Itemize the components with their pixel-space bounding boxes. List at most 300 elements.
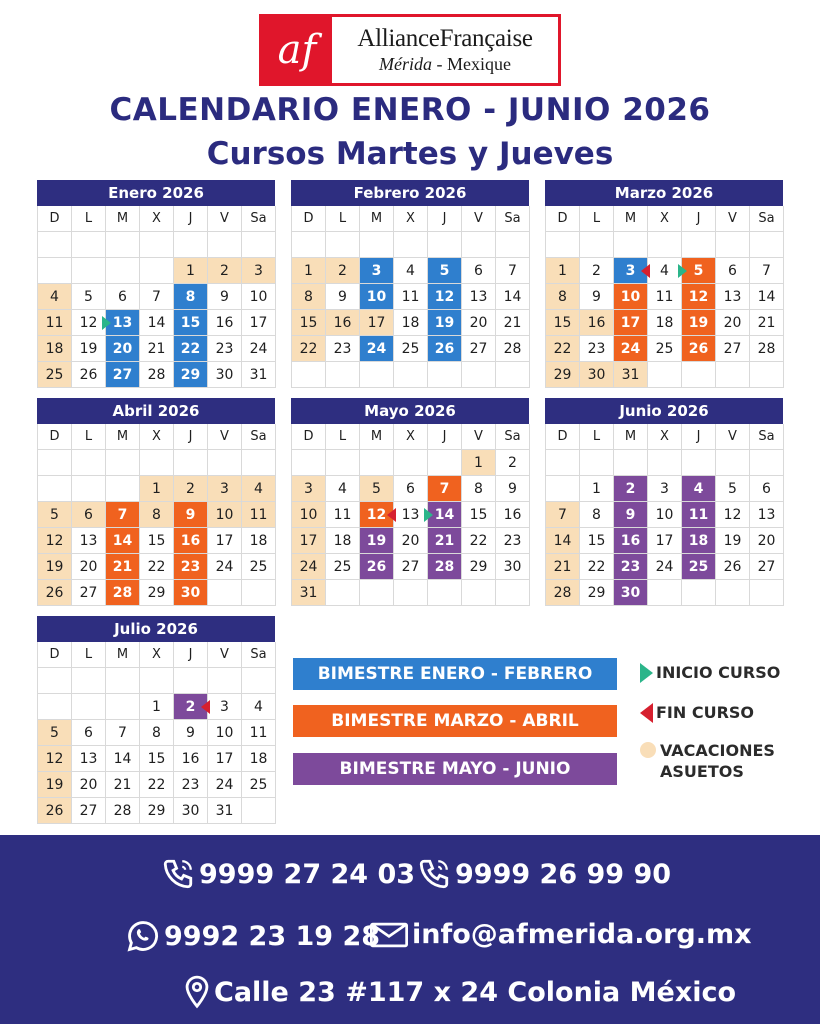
month-title: Julio 2026: [37, 616, 275, 642]
day-cell: 29: [140, 580, 174, 606]
day-cell: 16: [174, 746, 208, 772]
month-grid: [291, 424, 529, 606]
weekday-header: Sa: [750, 206, 784, 232]
weekday-header: J: [428, 424, 462, 450]
day-cell: 16: [208, 310, 242, 336]
day-cell: 1: [174, 258, 208, 284]
legend-fin-label: FIN CURSO: [656, 703, 755, 722]
day-cell: 13: [750, 502, 784, 528]
empty-day-cell: [394, 450, 428, 476]
legend-vacaciones-label: [660, 740, 775, 782]
street-address: Calle 23 #117 x 24 Colonia México: [214, 976, 737, 1008]
weekday-header: M: [360, 206, 394, 232]
empty-day-cell: [38, 450, 72, 476]
day-cell: 16: [496, 502, 530, 528]
day-cell: 9: [496, 476, 530, 502]
weekday-header: M: [106, 206, 140, 232]
legend-vacaciones-line1: VACACIONES: [660, 741, 775, 760]
day-cell: 11: [38, 310, 72, 336]
empty-day-cell: [72, 668, 106, 694]
empty-day-cell: [208, 450, 242, 476]
day-cell: 3: [208, 476, 242, 502]
empty-day-cell: [38, 258, 72, 284]
empty-day-cell: [496, 232, 530, 258]
day-cell: 22: [140, 772, 174, 798]
day-cell: 9: [174, 720, 208, 746]
day-cell: 24: [242, 336, 276, 362]
day-cell: 4: [242, 476, 276, 502]
day-cell: 1: [462, 450, 496, 476]
empty-day-cell: [496, 580, 530, 606]
day-cell: 3: [208, 694, 242, 720]
day-cell: 29: [140, 798, 174, 824]
weekday-header: V: [716, 206, 750, 232]
day-cell: 19: [360, 528, 394, 554]
day-cell: 20: [72, 772, 106, 798]
empty-day-cell: [72, 694, 106, 720]
day-cell: 3: [614, 258, 648, 284]
day-cell: 30: [496, 554, 530, 580]
day-cell: 31: [614, 362, 648, 388]
day-cell: 2: [174, 476, 208, 502]
day-cell: 30: [174, 798, 208, 824]
day-cell: 25: [326, 554, 360, 580]
empty-day-cell: [326, 362, 360, 388]
end-triangle-icon: [640, 703, 653, 723]
day-cell: 12: [72, 310, 106, 336]
day-cell: 25: [242, 772, 276, 798]
weekday-header: J: [682, 424, 716, 450]
day-cell: 1: [580, 476, 614, 502]
day-cell: 15: [140, 528, 174, 554]
weekday-header: D: [546, 206, 580, 232]
day-cell: 16: [326, 310, 360, 336]
legend-bimestre-mayo-junio: BIMESTRE MAYO - JUNIO: [293, 753, 617, 785]
day-cell: 13: [394, 502, 428, 528]
day-cell: 18: [648, 310, 682, 336]
day-cell: 10: [614, 284, 648, 310]
day-cell: 25: [242, 554, 276, 580]
day-cell: 2: [496, 450, 530, 476]
day-cell: 30: [174, 580, 208, 606]
weekday-header: M: [614, 206, 648, 232]
day-cell: 7: [106, 720, 140, 746]
day-cell: 29: [174, 362, 208, 388]
day-cell: 28: [496, 336, 530, 362]
empty-day-cell: [72, 450, 106, 476]
weekday-header: L: [326, 424, 360, 450]
day-cell: 31: [292, 580, 326, 606]
day-cell: 29: [546, 362, 580, 388]
empty-day-cell: [360, 232, 394, 258]
day-cell: 17: [614, 310, 648, 336]
month-grid: [545, 206, 783, 388]
day-cell: 3: [292, 476, 326, 502]
day-cell: 19: [716, 528, 750, 554]
empty-day-cell: [716, 450, 750, 476]
day-cell: 11: [648, 284, 682, 310]
day-cell: 19: [72, 336, 106, 362]
weekday-header: J: [682, 206, 716, 232]
empty-day-cell: [716, 232, 750, 258]
day-cell: 6: [106, 284, 140, 310]
day-cell: 7: [140, 284, 174, 310]
legend-bimestre-enero-febrero: BIMESTRE ENERO - FEBRERO: [293, 658, 617, 690]
logo-text: [332, 17, 558, 83]
empty-day-cell: [462, 580, 496, 606]
empty-day-cell: [716, 580, 750, 606]
weekday-header: X: [140, 206, 174, 232]
weekday-header: V: [208, 206, 242, 232]
day-cell: 6: [72, 720, 106, 746]
day-cell: 28: [546, 580, 580, 606]
empty-day-cell: [106, 476, 140, 502]
day-cell: 5: [72, 284, 106, 310]
day-cell: 26: [716, 554, 750, 580]
day-cell: 4: [394, 258, 428, 284]
logo-country: Mexique: [447, 54, 511, 74]
day-cell: 27: [750, 554, 784, 580]
weekday-header: Sa: [496, 206, 530, 232]
month-title: Mayo 2026: [291, 398, 529, 424]
day-cell: 17: [208, 746, 242, 772]
empty-day-cell: [292, 232, 326, 258]
weekday-header: X: [394, 206, 428, 232]
empty-day-cell: [580, 232, 614, 258]
day-cell: 18: [38, 336, 72, 362]
month-title: Abril 2026: [37, 398, 275, 424]
af-logo-mark: af: [262, 17, 332, 83]
legend-bimestre-marzo-abril: BIMESTRE MARZO - ABRIL: [293, 705, 617, 737]
empty-day-cell: [546, 232, 580, 258]
whatsapp-icon: [126, 919, 160, 953]
day-cell: 2: [208, 258, 242, 284]
empty-day-cell: [360, 362, 394, 388]
day-cell: 3: [242, 258, 276, 284]
day-cell: 20: [394, 528, 428, 554]
logo-city: Mérida: [379, 54, 432, 74]
day-cell: 14: [750, 284, 784, 310]
empty-day-cell: [428, 232, 462, 258]
day-cell: 28: [106, 798, 140, 824]
day-cell: 9: [208, 284, 242, 310]
day-cell: 11: [682, 502, 716, 528]
day-cell: 4: [326, 476, 360, 502]
month-grid: [37, 424, 275, 606]
day-cell: 27: [716, 336, 750, 362]
weekday-header: J: [174, 642, 208, 668]
empty-day-cell: [72, 476, 106, 502]
day-cell: 6: [750, 476, 784, 502]
day-cell: 21: [496, 310, 530, 336]
day-cell: 24: [360, 336, 394, 362]
day-cell: 22: [462, 528, 496, 554]
day-cell: 25: [648, 336, 682, 362]
empty-day-cell: [326, 450, 360, 476]
email-row[interactable]: [370, 919, 752, 950]
weekday-header: D: [38, 642, 72, 668]
day-cell: 11: [242, 502, 276, 528]
day-cell: 15: [174, 310, 208, 336]
day-cell: 27: [394, 554, 428, 580]
day-cell: 5: [716, 476, 750, 502]
day-cell: 3: [648, 476, 682, 502]
empty-day-cell: [462, 232, 496, 258]
day-cell: 8: [292, 284, 326, 310]
day-cell: 20: [716, 310, 750, 336]
month-grid: [37, 642, 275, 824]
location-pin-icon: [184, 975, 210, 1009]
empty-day-cell: [174, 232, 208, 258]
day-cell: 12: [38, 528, 72, 554]
day-cell: 16: [580, 310, 614, 336]
day-cell: 6: [394, 476, 428, 502]
day-cell: 13: [716, 284, 750, 310]
day-cell: 17: [360, 310, 394, 336]
month-calendar-junio: [545, 398, 783, 606]
day-cell: 24: [208, 554, 242, 580]
weekday-header: M: [360, 424, 394, 450]
page-subtitle: Cursos Martes y Jueves: [206, 136, 614, 172]
logo-subtitle: [379, 54, 511, 75]
day-cell: 23: [496, 528, 530, 554]
empty-day-cell: [682, 362, 716, 388]
empty-day-cell: [750, 580, 784, 606]
day-cell: 10: [242, 284, 276, 310]
empty-day-cell: [462, 362, 496, 388]
day-cell: 7: [106, 502, 140, 528]
weekday-header: J: [174, 206, 208, 232]
day-cell: 10: [360, 284, 394, 310]
empty-day-cell: [140, 668, 174, 694]
day-cell: 18: [242, 746, 276, 772]
weekday-header: L: [580, 424, 614, 450]
phone-2: 9999 26 99 90: [455, 858, 672, 890]
day-cell: 30: [580, 362, 614, 388]
day-cell: 2: [326, 258, 360, 284]
legend-fin-curso: [640, 703, 754, 723]
day-cell: 8: [174, 284, 208, 310]
day-cell: 24: [208, 772, 242, 798]
weekday-header: J: [428, 206, 462, 232]
month-title: Junio 2026: [545, 398, 783, 424]
day-cell: 1: [140, 476, 174, 502]
vacation-dot-icon: [640, 742, 656, 758]
day-cell: 29: [580, 580, 614, 606]
weekday-header: M: [106, 642, 140, 668]
empty-day-cell: [648, 362, 682, 388]
day-cell: 14: [140, 310, 174, 336]
address-row: [184, 975, 736, 1009]
day-cell: 23: [174, 772, 208, 798]
contact-footer: [0, 835, 820, 1024]
day-cell: 5: [360, 476, 394, 502]
weekday-header: M: [106, 424, 140, 450]
day-cell: 20: [72, 554, 106, 580]
day-cell: 22: [140, 554, 174, 580]
day-cell: 18: [242, 528, 276, 554]
day-cell: 26: [72, 362, 106, 388]
weekday-header: X: [648, 424, 682, 450]
empty-day-cell: [648, 232, 682, 258]
day-cell: 12: [38, 746, 72, 772]
day-cell: 16: [174, 528, 208, 554]
day-cell: 7: [750, 258, 784, 284]
day-cell: 18: [394, 310, 428, 336]
phone-icon: [161, 857, 195, 891]
day-cell: 9: [326, 284, 360, 310]
day-cell: 10: [208, 720, 242, 746]
whatsapp-row[interactable]: [126, 919, 380, 953]
legend-inicio-curso: [640, 663, 780, 683]
day-cell: 2: [614, 476, 648, 502]
day-cell: 12: [428, 284, 462, 310]
day-cell: 20: [750, 528, 784, 554]
weekday-header: J: [174, 424, 208, 450]
empty-day-cell: [140, 232, 174, 258]
legend-vacaciones-line2: ASUETOS: [660, 762, 744, 781]
day-cell: 22: [292, 336, 326, 362]
month-grid: [291, 206, 529, 388]
weekday-header: L: [72, 642, 106, 668]
day-cell: 25: [394, 336, 428, 362]
empty-day-cell: [242, 232, 276, 258]
weekday-header: X: [140, 424, 174, 450]
month-title: Febrero 2026: [291, 180, 529, 206]
day-cell: 13: [72, 528, 106, 554]
day-cell: 4: [38, 284, 72, 310]
empty-day-cell: [72, 258, 106, 284]
day-cell: 11: [394, 284, 428, 310]
day-cell: 2: [580, 258, 614, 284]
day-cell: 19: [428, 310, 462, 336]
empty-day-cell: [242, 668, 276, 694]
day-cell: 26: [360, 554, 394, 580]
empty-day-cell: [428, 362, 462, 388]
day-cell: 17: [648, 528, 682, 554]
weekday-header: X: [648, 206, 682, 232]
day-cell: 26: [38, 580, 72, 606]
day-cell: 11: [242, 720, 276, 746]
empty-day-cell: [72, 232, 106, 258]
day-cell: 9: [580, 284, 614, 310]
day-cell: 17: [292, 528, 326, 554]
day-cell: 15: [462, 502, 496, 528]
empty-day-cell: [140, 258, 174, 284]
day-cell: 30: [208, 362, 242, 388]
day-cell: 29: [462, 554, 496, 580]
day-cell: 5: [38, 720, 72, 746]
weekday-header: D: [292, 206, 326, 232]
day-cell: 22: [580, 554, 614, 580]
day-cell: 15: [546, 310, 580, 336]
day-cell: 11: [326, 502, 360, 528]
day-cell: 22: [174, 336, 208, 362]
day-cell: 19: [682, 310, 716, 336]
empty-day-cell: [682, 450, 716, 476]
weekday-header: L: [72, 206, 106, 232]
day-cell: 10: [208, 502, 242, 528]
day-cell: 21: [428, 528, 462, 554]
empty-day-cell: [580, 450, 614, 476]
day-cell: 12: [360, 502, 394, 528]
day-cell: 21: [140, 336, 174, 362]
empty-day-cell: [242, 580, 276, 606]
empty-day-cell: [682, 580, 716, 606]
day-cell: 27: [72, 580, 106, 606]
day-cell: 1: [546, 258, 580, 284]
day-cell: 17: [242, 310, 276, 336]
empty-day-cell: [106, 258, 140, 284]
weekday-header: L: [326, 206, 360, 232]
day-cell: 24: [648, 554, 682, 580]
day-cell: 23: [580, 336, 614, 362]
day-cell: 4: [682, 476, 716, 502]
day-cell: 16: [614, 528, 648, 554]
empty-day-cell: [38, 232, 72, 258]
month-calendar-enero: [37, 180, 275, 388]
month-calendar-julio: [37, 616, 275, 824]
day-cell: 8: [546, 284, 580, 310]
weekday-header: M: [614, 424, 648, 450]
empty-day-cell: [546, 476, 580, 502]
day-cell: 8: [140, 502, 174, 528]
day-cell: 13: [106, 310, 140, 336]
day-cell: 22: [546, 336, 580, 362]
empty-day-cell: [428, 580, 462, 606]
empty-day-cell: [750, 362, 784, 388]
day-cell: 12: [682, 284, 716, 310]
empty-day-cell: [140, 450, 174, 476]
day-cell: 21: [750, 310, 784, 336]
weekday-header: L: [72, 424, 106, 450]
empty-day-cell: [428, 450, 462, 476]
day-cell: 8: [140, 720, 174, 746]
day-cell: 31: [208, 798, 242, 824]
day-cell: 21: [546, 554, 580, 580]
empty-day-cell: [682, 232, 716, 258]
day-cell: 27: [106, 362, 140, 388]
day-cell: 13: [72, 746, 106, 772]
day-cell: 6: [462, 258, 496, 284]
weekday-header: Sa: [242, 642, 276, 668]
empty-day-cell: [242, 450, 276, 476]
day-cell: 26: [428, 336, 462, 362]
phone-1-row[interactable]: [161, 857, 415, 891]
empty-day-cell: [208, 232, 242, 258]
empty-day-cell: [292, 362, 326, 388]
weekday-header: D: [38, 206, 72, 232]
day-cell: 8: [462, 476, 496, 502]
day-cell: 12: [716, 502, 750, 528]
empty-day-cell: [394, 362, 428, 388]
phone-2-row[interactable]: [417, 857, 671, 891]
empty-day-cell: [546, 450, 580, 476]
weekday-header: V: [208, 642, 242, 668]
day-cell: 23: [614, 554, 648, 580]
day-cell: 5: [428, 258, 462, 284]
empty-day-cell: [174, 668, 208, 694]
day-cell: 23: [208, 336, 242, 362]
start-triangle-icon: [640, 663, 653, 683]
day-cell: 21: [106, 554, 140, 580]
empty-day-cell: [360, 580, 394, 606]
month-title: Marzo 2026: [545, 180, 783, 206]
month-calendar-febrero: [291, 180, 529, 388]
day-cell: 28: [140, 362, 174, 388]
whatsapp-number: 9992 23 19 28: [164, 920, 381, 952]
day-cell: 13: [462, 284, 496, 310]
